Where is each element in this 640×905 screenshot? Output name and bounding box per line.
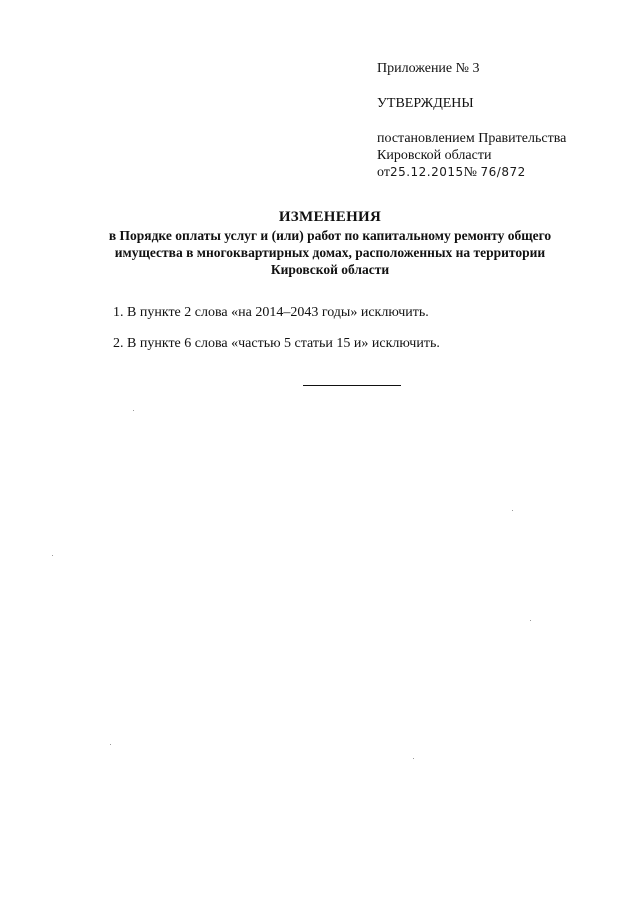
approval-block: [377, 60, 627, 181]
document-subtitle-line-3: Кировской области: [270, 262, 390, 277]
handwritten-date: 25.12.2015: [389, 165, 464, 179]
scan-speck: [530, 620, 531, 621]
number-prefix: №: [463, 165, 478, 180]
document-subtitle-line-2: имущества в многоквартирных домах, расположенных на территории: [114, 245, 546, 260]
scan-speck: [413, 758, 414, 759]
amendment-list: [113, 304, 593, 366]
date-prefix: от: [377, 165, 390, 180]
document-title: ИЗМЕНЕНИЯ: [278, 209, 382, 225]
scan-speck: [52, 555, 53, 556]
decree-line-1: постановлением Правительства: [377, 131, 567, 146]
handwritten-number: 76/872: [480, 165, 526, 179]
scan-speck: [110, 744, 111, 745]
amendment-item: 2. В пункте 6 слова «частью 5 статьи 15 и» исключить.: [113, 336, 440, 351]
scan-speck: [133, 410, 134, 411]
decree-line-2: Кировской области: [377, 148, 492, 163]
scan-speck: [512, 510, 513, 511]
appendix-label: Приложение № 3: [377, 61, 480, 76]
closing-divider: [303, 385, 401, 386]
approved-label: УТВЕРЖДЕНЫ: [377, 96, 474, 111]
document-heading: [60, 207, 600, 278]
decree-date-line: [377, 164, 627, 181]
document-subtitle-line-1: в Порядке оплаты услуг и (или) работ по капитальному ремонту общего: [108, 228, 552, 243]
amendment-item: 1. В пункте 2 слова «на 2014–2043 годы» исключить.: [113, 305, 429, 320]
